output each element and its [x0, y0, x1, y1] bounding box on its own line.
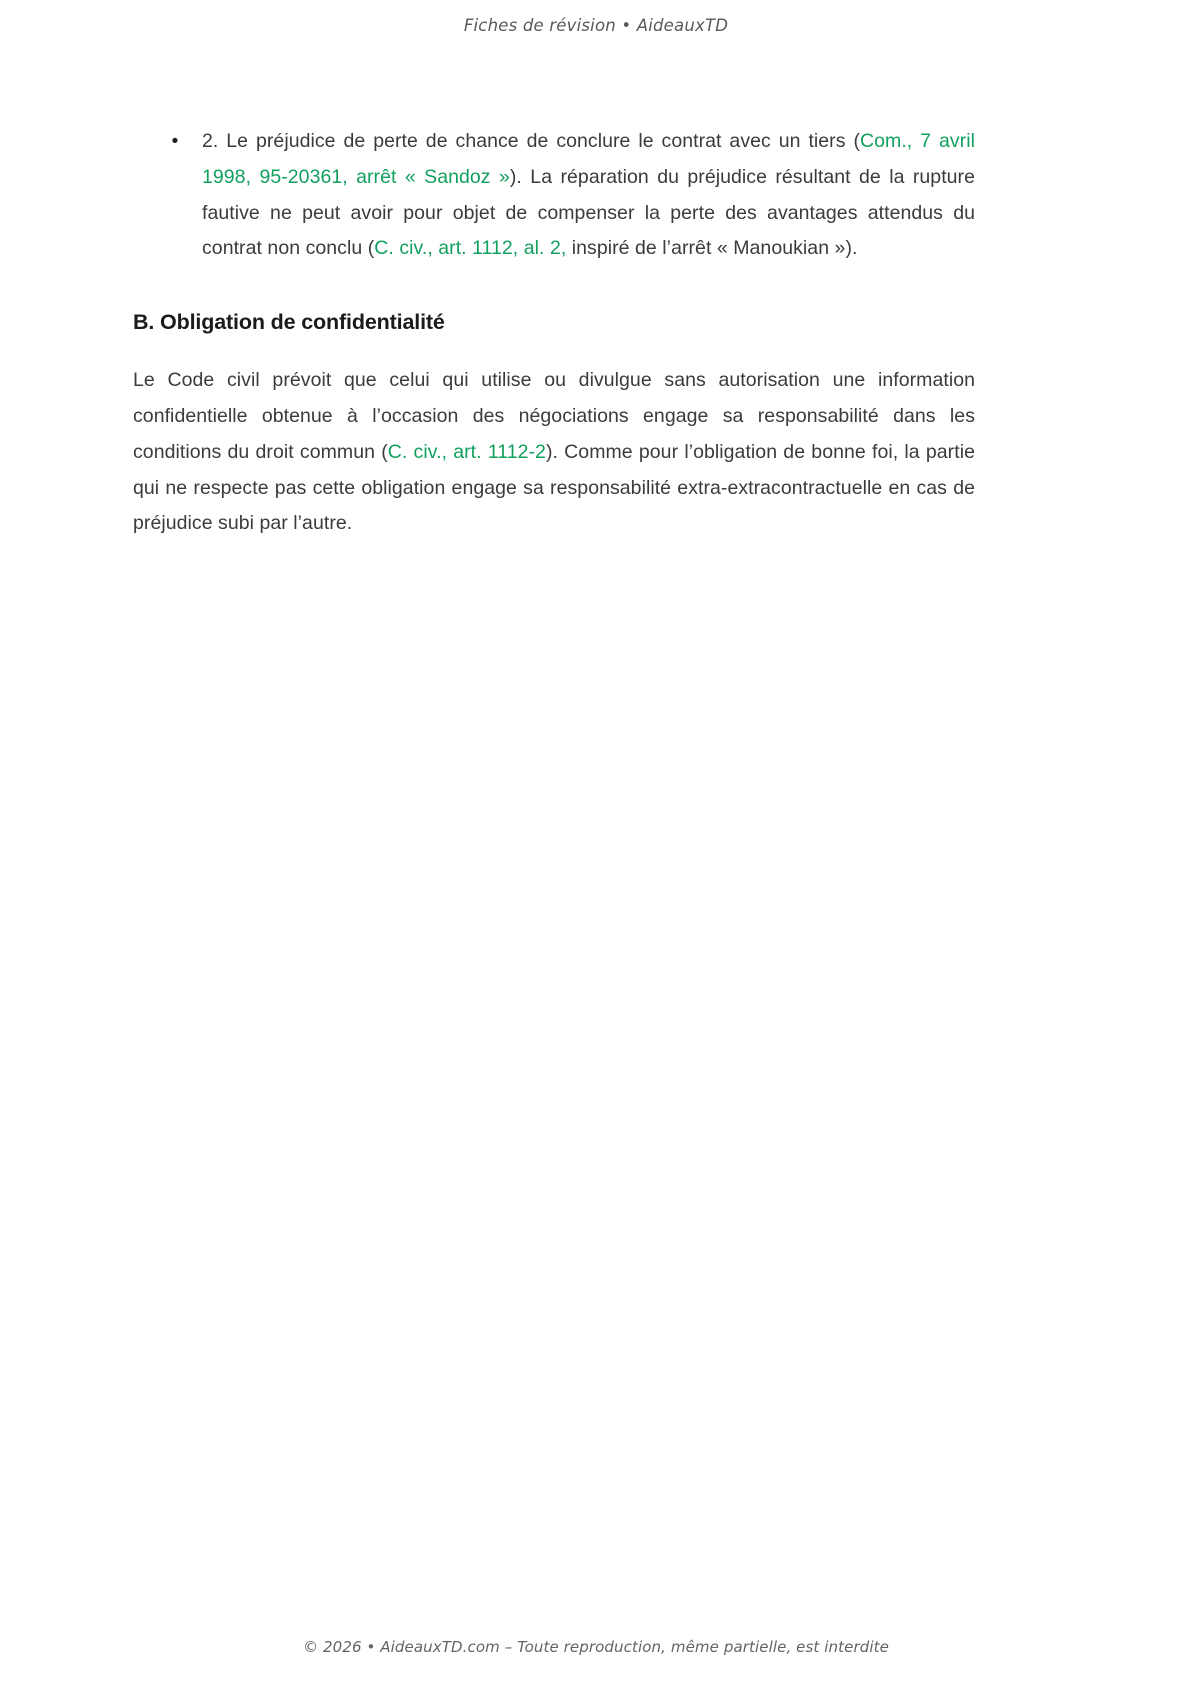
list-item-text — [202, 124, 975, 267]
text-run: ). Comme pour l’obligation de bonne foi, la partie qui ne respecte pas cette obligation engage sa responsabilité extra-extracontractuelle en cas de préjudice subi par l’autre. — [133, 440, 975, 535]
section-b-paragraph — [133, 363, 975, 542]
running-footer: © 2026 • AideauxTD.com – Toute reproduction, même partielle, est interdite — [303, 1638, 889, 1656]
running-header: Fiches de révision • AideauxTD — [463, 16, 729, 35]
list-item — [133, 124, 975, 267]
legal-citation: C. civ., art. 1112-2 — [387, 440, 546, 463]
text-run: inspiré de l’arrêt « Manoukian »). — [566, 237, 858, 260]
text-run: Le Code civil prévoit que celui qui utilise ou divulgue sans autorisation une information confidentielle obtenue à l’occasion des négociations engage sa responsabilité dans les conditions du droit commun ( — [133, 369, 975, 463]
text-run: 2. Le préjudice de perte de chance de conclure le contrat avec un tiers ( — [202, 130, 860, 152]
bullet-marker-icon: • — [171, 131, 179, 152]
document-content — [133, 124, 975, 542]
text-run: ). La réparation du préjudice résultant de la rupture fautive ne peut avoir pour objet de compenser la perte des avantages attendus du contrat non conclu ( — [202, 165, 975, 260]
bullet-list — [133, 124, 975, 267]
section-heading-b: B. Obligation de confidentialité — [133, 310, 445, 335]
legal-citation: C. civ., art. 1112, al. 2, — [374, 237, 567, 260]
legal-citation: Com., 7 avril 1998, 95-20361, arrêt « Sandoz » — [202, 130, 975, 188]
